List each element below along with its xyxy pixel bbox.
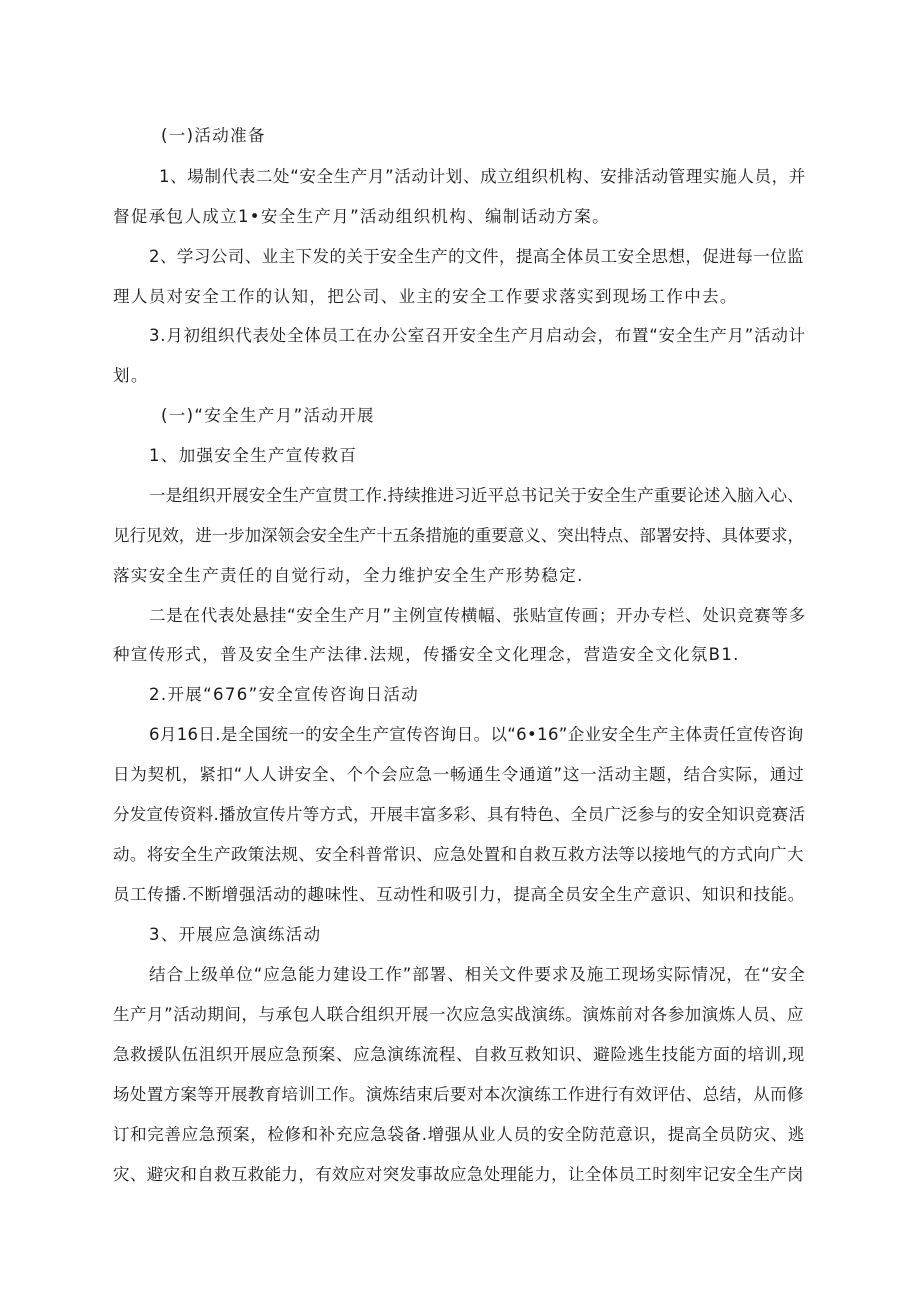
paragraph-line: 二是在代表处悬挂“安全生产月”主例宣传横幅、张贴宣传画；开办专栏、处识竞赛等多 xyxy=(149,606,806,625)
subsection-heading: 1、加强安全生产宣传救百 xyxy=(149,446,358,465)
paragraph-line: 落实安全生产责任的自觉行动，全力维护安全生产形势稳定. xyxy=(113,566,584,585)
paragraph-line: 生产月”活动期间，与承包人联合组织开展一次应急实战演练。演炼前对各参加演炼人员、应 xyxy=(113,1005,805,1024)
paragraph-line: 结合上级单位“应急能力建设工作”部署、相关文件要求及施工现场实际情况，在“安全 xyxy=(149,965,806,984)
subsection-heading: 3、开展应急演练活动 xyxy=(149,925,322,944)
paragraph-line: 理人员对安全工作的认知，把公司、业主的安全工作要求落实到现场工作中去。 xyxy=(113,287,738,306)
paragraph-line: 划。 xyxy=(113,366,149,385)
paragraph-line: 订和完善应急预案，检修和补充应急袋备.增强从业人员的安全防范意识，提高全员防灾、逃 xyxy=(113,1125,805,1144)
paragraph-line: 一是组织开展安全生产宣贯工作.持续推进习近平总书记关于安全生产重要论述入脑入心、 xyxy=(149,486,804,505)
paragraph-line: 6月16日.是全国统一的安全生产宣传咨询日。以“6•16”企业安全生产主体责任宣传咨询 xyxy=(149,725,804,744)
section-heading-preparation: (一)活动准备 xyxy=(161,126,266,145)
paragraph-line: 见行见效，进一步加深领会安全生产十五条措施的重要意义、突出特点、部署安持、具体要求， xyxy=(113,526,804,545)
paragraph-line: 种宣传形式，普及安全生产法律.法规，传播安全文化理念，营造安全文化氛B1. xyxy=(113,645,740,664)
paragraph-line: 灾、避灾和自救互救能力，有效应对突发事故应急处理能力，让全体员工时刻牢记安全生产岗 xyxy=(113,1165,804,1184)
section-heading-activities: (一)“安全生产月”活动开展 xyxy=(161,406,375,425)
paragraph-line: 场处置方案等开展教育培训工作。演炼结束后要对本次演练工作进行有效评估、总结，从而修 xyxy=(113,1085,804,1104)
paragraph-line: 日为契机，紧扣“人人讲安全、个个会应急一畅通生令通道”这一活动主题，结合实际，通过 xyxy=(113,765,805,784)
paragraph-line: 分发宣传资料.播放宣传片等方式，开展丰富多彩、具有特色、全员广泛参与的安全知识竞赛活 xyxy=(113,805,806,824)
paragraph-line: 督促承包人成立1•安全生产月”活动组织机构、编制话动方案。 xyxy=(113,207,610,226)
subsection-heading: 2.开展“676”安全宣传咨询日活动 xyxy=(149,685,420,704)
paragraph-line: 1、場制代表二处“安全生产月”活动计划、成立组织机构、安排活动管理实施人员，并 xyxy=(159,167,806,186)
paragraph-line: 员工传播.不断增强活动的趣味性、互动性和吸引力，提高全员安全生产意识、知识和技能。 xyxy=(113,885,805,904)
paragraph-line: 动。将安全生产政策法规、安全科普常识、应急处置和自救互救方法等以接地气的方式向广大 xyxy=(113,845,804,864)
paragraph-line: 2、学习公司、业主下发的关于安全生产的文件，提高全体员工安全思想，促进每一位监 xyxy=(149,247,805,266)
paragraph-line: 急救援队伍沮织开展应急预案、应急演练流程、自救互救知识、避险逃生技能方面的培训,现 xyxy=(113,1045,805,1064)
paragraph-line: 3.月初组织代表处全体员工在办公室召开安全生产月启动会，布置“安全生产月”活动计 xyxy=(149,326,806,345)
